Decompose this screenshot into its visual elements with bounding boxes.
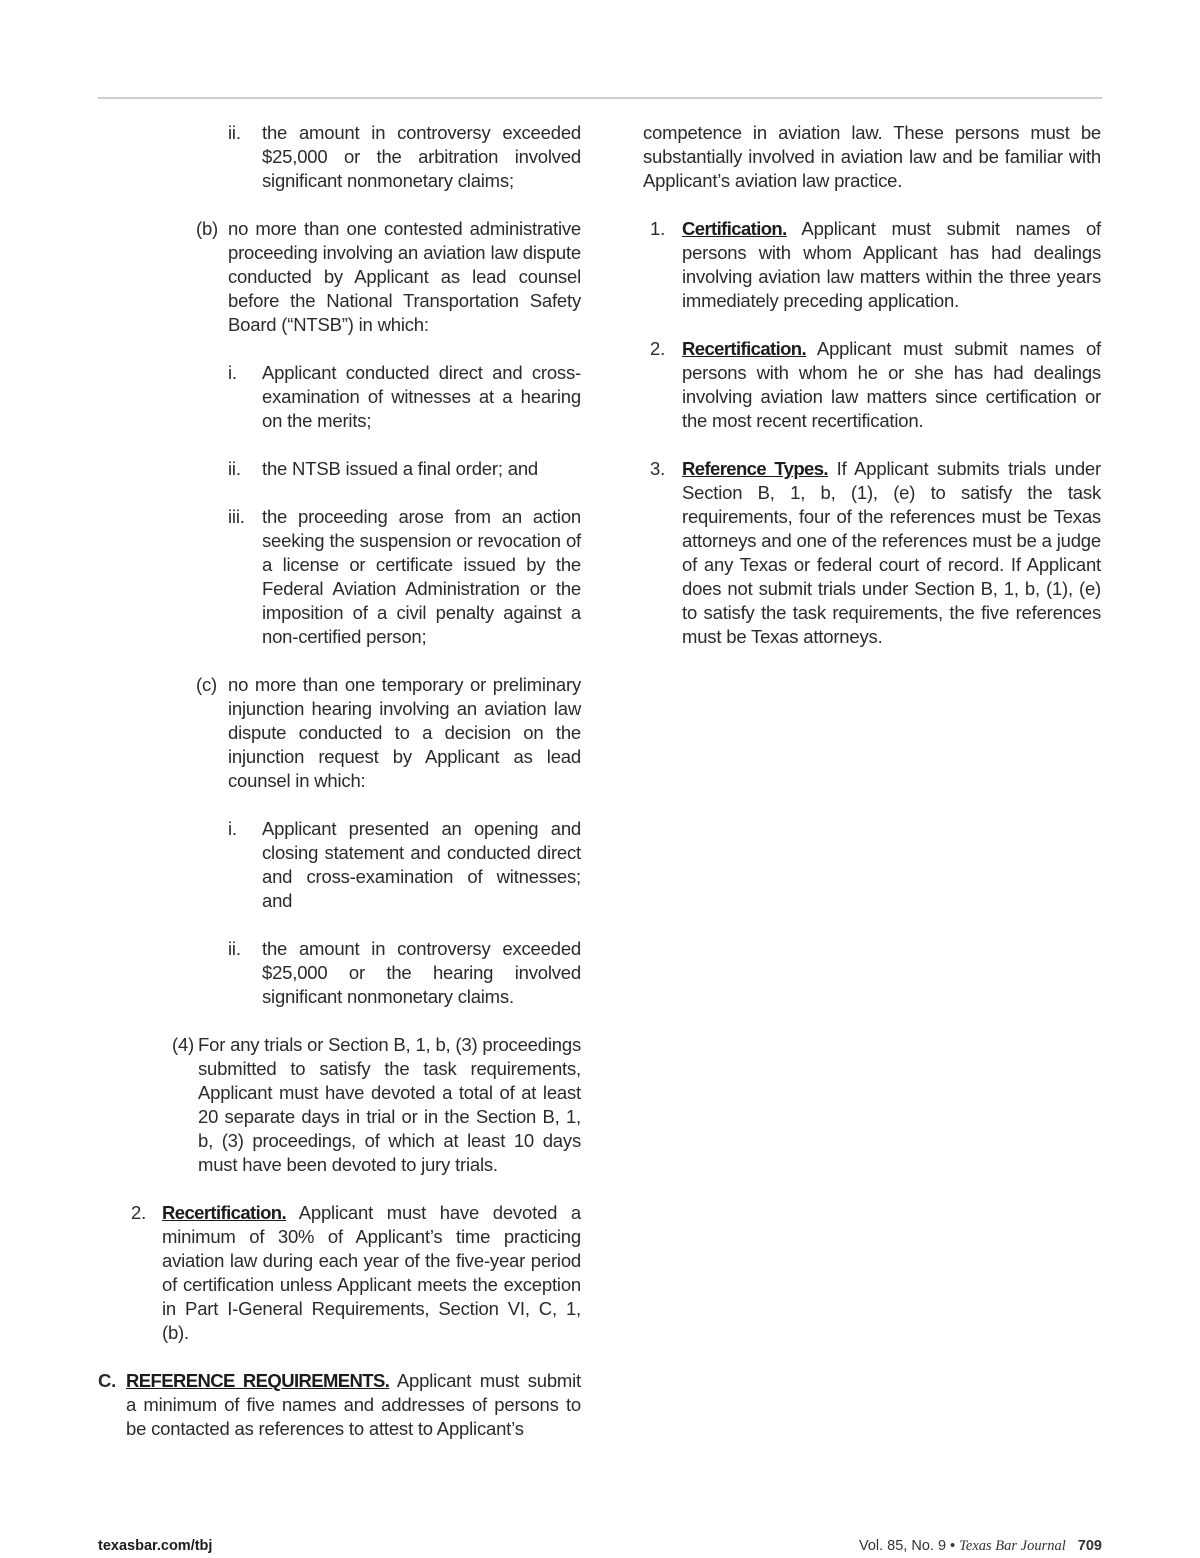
list-item-2-recertification-refs: [643, 337, 1101, 433]
list-item-c-i: [98, 817, 581, 913]
footer-page-number: 709: [1077, 1538, 1102, 1554]
item-text: For any trials or Section B, 1, b, (3) proceedings submitted to satisfy the task requirements, Applicant must have devoted a total of at least 20 separate days in trial or in the Section B, 1, b, (3) proceedings, of which at least 10 days must have been devoted to jury trials.: [198, 1034, 581, 1175]
item-number: (4): [172, 1034, 195, 1055]
continuation-paragraph: competence in aviation law. These persons must be substantially involved in aviation law and be familiar with Applicant’s aviation law practice.: [643, 122, 1101, 191]
left-column: [98, 121, 581, 1465]
item-label: Recertification.: [162, 1202, 287, 1223]
item-number: 1.: [650, 218, 666, 239]
item-text: Applicant must submit names of persons with whom Applicant has had dealings involving aviation law matters within the three years immediately preceding application.: [682, 218, 1101, 311]
list-item-b-ntsb: [98, 217, 581, 337]
footer-citation: [859, 1537, 1102, 1555]
item-text: the amount in controversy exceeded $25,000 or the hearing involved significant nonmonetary claims.: [262, 938, 581, 1007]
item-text: Applicant must submit names of persons with whom he or she has had dealings involving aviation law matters since certification or the most recent recertification.: [682, 338, 1101, 431]
item-text: no more than one contested administrative proceeding involving an aviation law dispute conducted by Applicant as lead counsel before the National Transportation Safety Board (“NTSB”) in which:: [228, 218, 581, 335]
list-item-1-certification: [643, 217, 1101, 313]
list-item-b-i: [98, 361, 581, 433]
item-number: 2.: [650, 338, 666, 359]
item-label: Certification.: [682, 218, 787, 239]
item-text: the amount in controversy exceeded $25,000 or the arbitration involved significant nonmonetary claims;: [262, 122, 581, 191]
item-label: Recertification.: [682, 338, 807, 359]
section-text: Applicant must submit a minimum of five names and addresses of persons to be contacted as references to attest to Applicant’s: [126, 1370, 581, 1439]
item-number: ii.: [228, 938, 241, 959]
footer-volume: Vol. 85, No. 9 •: [858, 1538, 956, 1554]
list-item-c-ii: [98, 937, 581, 1009]
list-item-ii-amount-arbitration: [98, 121, 581, 193]
list-item-2-recertification: [98, 1201, 581, 1345]
item-text: the NTSB issued a final order; and: [262, 458, 538, 479]
list-item-c-injunction: [98, 673, 581, 793]
section-letter: C.: [98, 1370, 117, 1391]
item-number: (b): [196, 218, 219, 239]
item-number: i.: [228, 818, 237, 839]
item-text: Applicant presented an opening and closing statement and conducted direct and cross-examination of witnesses; and: [262, 818, 581, 911]
footer-journal-title: Texas Bar Journal: [959, 1538, 1066, 1554]
list-item-b-ii: [98, 457, 581, 481]
list-item-4-trial-days: [98, 1033, 581, 1177]
item-label: Reference Types.: [682, 458, 828, 479]
header-rule: [98, 97, 1102, 99]
item-text: Applicant must have devoted a minimum of 30% of Applicant’s time practicing aviation law during each year of the five-year period of certification unless Applicant meets the exception in Part I-General Requirements, Section VI, C, 1, (b).: [162, 1202, 581, 1343]
section-c-reference-requirements: [98, 1369, 581, 1441]
item-text: the proceeding arose from an action seeking the suspension or revocation of a license or certificate issued by the Federal Aviation Administration or the imposition of a civil penalty against a non-certified person;: [262, 506, 581, 647]
item-number: (c): [196, 674, 217, 695]
footer-url: texasbar.com/tbj: [98, 1538, 213, 1554]
item-number: i.: [228, 362, 237, 383]
section-heading: REFERENCE REQUIREMENTS.: [126, 1370, 390, 1391]
item-text: If Applicant submits trials under Section B, 1, b, (1), (e) to satisfy the task requirements, four of the references must be Texas attorneys and one of the references must be a judge of any Texas or federal court of record. If Applicant does not submit trials under Section B, 1, b, (1), (e) to satisfy the task requirements, the five references must be Texas attorneys.: [682, 458, 1101, 647]
item-text: no more than one temporary or preliminary injunction hearing involving an aviation law dispute conducted to a decision on the injunction request by Applicant as lead counsel in which:: [228, 674, 581, 791]
list-item-b-iii: [98, 505, 581, 649]
item-text: Applicant conducted direct and cross-examination of witnesses at a hearing on the merits;: [262, 362, 581, 431]
item-number: ii.: [228, 122, 241, 143]
item-number: iii.: [228, 506, 245, 527]
item-number: 3.: [650, 458, 666, 479]
item-number: 2.: [131, 1202, 147, 1223]
right-column: [643, 121, 1101, 673]
list-item-3-reference-types: [643, 457, 1101, 649]
item-number: ii.: [228, 458, 241, 479]
